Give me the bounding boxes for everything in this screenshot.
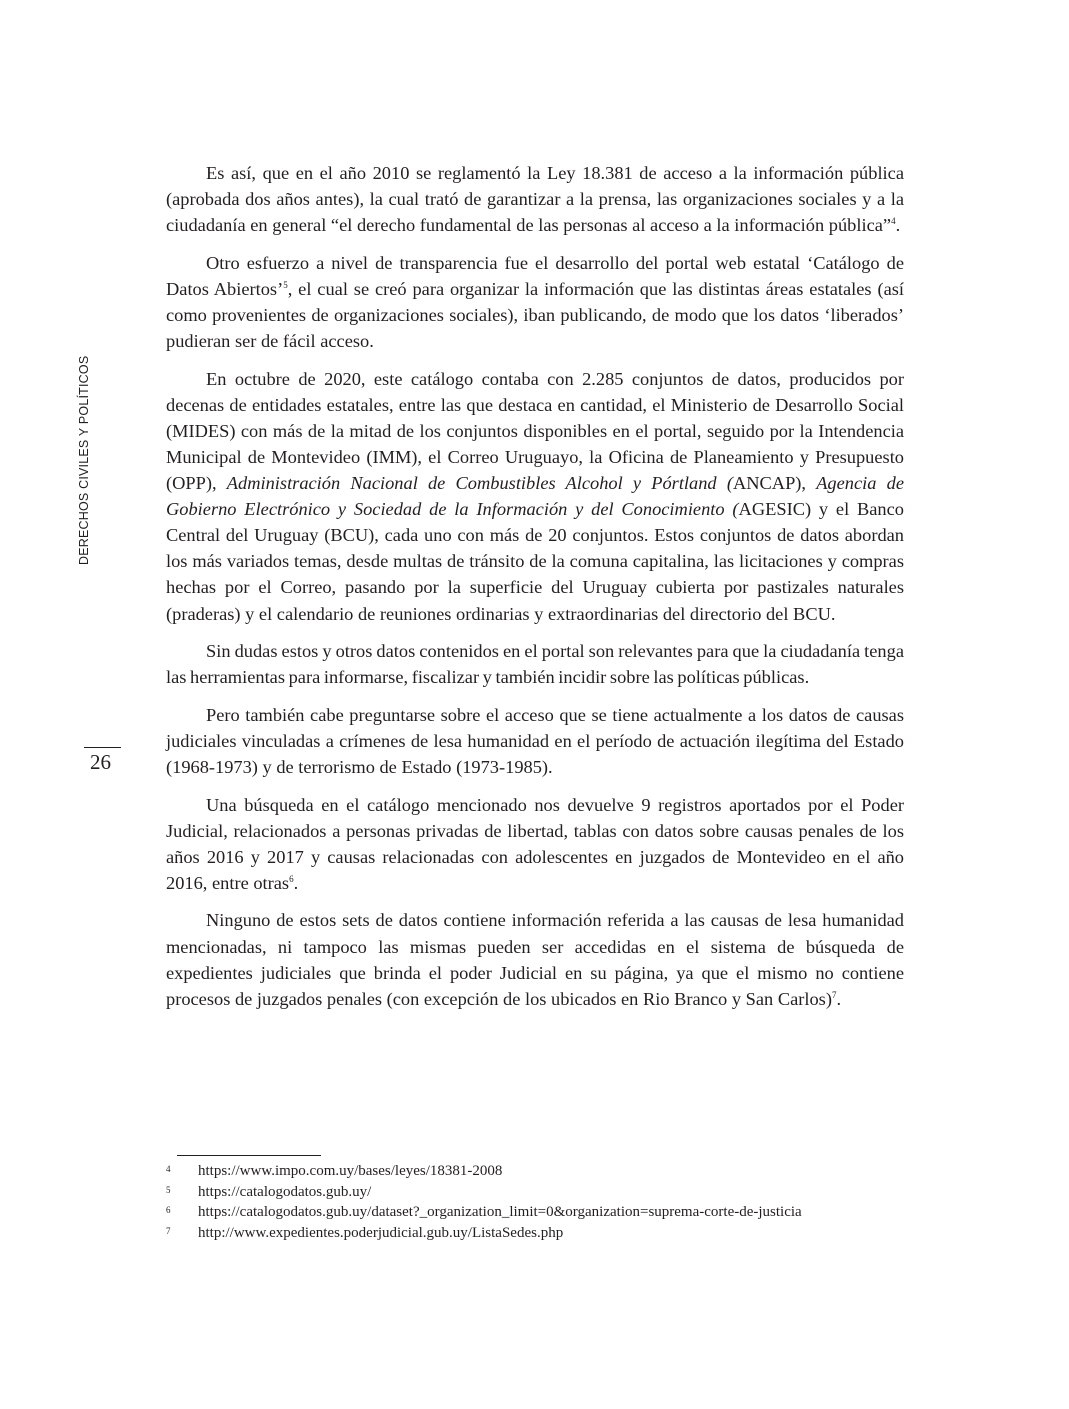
page-number: 26 [90,750,111,774]
paragraph-3-italic-agesic: Agencia de Gobierno Electrónico y Sociedad de la Información y del Conocimiento ( [166,473,904,520]
paragraph-3-text-b: ANCAP), [732,473,817,494]
paragraph-7-tail: . [836,988,842,1009]
paragraph-5: Pero también cabe preguntarse sobre el acceso que se tiene actualmente a los datos de causas judiciales vinculadas a crímenes de lesa humanidad en el período de actuación ilegítima del Estado (1968-1973) y de terrorismo de Estado (1973-1985). [166,704,904,777]
body-text [166,160,904,1012]
paragraph-7-text: Ninguno de estos sets de datos contiene información referida a las causas de lesa humanidad mencionadas, ni tampoco las mismas pueden ser accedidas en el sistema de búsqueda de expedientes judiciales que brinda el poder Judicial en su página, ya que el mismo no contiene procesos de juzgados penales (con excepción de los ubicados en Rio Branco y San Carlos) [166,910,904,1009]
paragraph-6-text: Una búsqueda en el catálogo mencionado nos devuelve 9 registros aportados por el Poder Judicial, relacionados a personas privadas de libertad, tablas con datos sobre causas penales de los años 2016 y 2017 y causas relacionadas con adolescentes en juzgados de Montevideo en el año 2016, entre otras [166,794,904,893]
footnote-number: 5 [166,1184,171,1195]
footnote-number: 6 [166,1205,171,1215]
footnote-6 [166,1202,926,1223]
footnote-link[interactable]: https://catalogodatos.gub.uy/ [198,1183,372,1200]
footnote-link[interactable]: https://www.impo.com.uy/bases/leyes/18381-2008 [198,1163,503,1179]
paragraph-6 [166,792,904,896]
paragraph-1-tail: . [895,215,901,236]
footnote-ref-7[interactable]: 7 [831,989,837,1000]
footnote-separator [177,1155,321,1156]
paragraph-6-tail: . [293,872,299,893]
footnote-ref-6[interactable]: 6 [289,873,294,884]
footnote-7 [166,1223,926,1244]
footnote-link[interactable]: https://catalogodatos.gub.uy/dataset?_organization_limit=0&organization=suprema-corte-de-justicia [198,1204,802,1220]
footnote-ref-5[interactable]: 5 [283,279,288,290]
paragraph-3-italic-ancap: Administración Nacional de Combustibles Alcohol y Pórtland ( [226,473,733,494]
paragraph-1 [166,160,904,238]
running-section-title: DERECHOS CIVILES Y POLÍTICOS [77,355,91,565]
paragraph-2 [166,250,904,354]
paragraph-7 [166,907,904,1011]
paragraph-3-text-c: AGESIC) y el Banco Central del Uruguay (BCU), cada uno con más de 20 conjuntos. Estos conjuntos de datos abordan los más variados temas, desde multas de tránsito de la comuna capitalina, las licitaciones y compras hechas por el Correo, pasando por la superficie del Uruguay cubierta por pastizales naturales (praderas) y el calendario de reuniones ordinarias y extraordinarias del directorio del BCU. [166,499,904,624]
paragraph-2-text-a: Otro esfuerzo a nivel de transparencia fue el desarrollo del portal web estatal ‘Catálogo de Datos Abiertos’ [166,252,904,299]
footnote-5 [166,1182,926,1203]
footnote-4 [166,1161,926,1182]
footnote-link[interactable]: http://www.expedientes.poderjudicial.gub.uy/ListaSedes.php [198,1224,564,1241]
footnote-number: 7 [166,1225,171,1236]
paragraph-2-text-b: , el cual se creó para organizar la información que las distintas áreas estatales (así como provenientes de organizaciones sociales), iban publicando, de modo que los datos ‘liberados’ pudieran ser de fácil acceso. [166,278,904,352]
paragraph-4: Sin dudas estos y otros datos contenidos en el portal son relevantes para que la ciudadanía tenga las herramientas para informarse, fiscalizar y también incidir sobre las políticas públicas. [166,641,904,688]
page-number-rule [84,747,121,748]
paragraph-3-text-a: En octubre de 2020, este catálogo contaba con 2.285 conjuntos de datos, producidos por decenas de entidades estatales, entre las que destaca en cantidad, el Ministerio de Desarrollo Social (MIDES) con más de la mitad de los conjuntos disponibles en el portal, seguido por la Intendencia Municipal de Montevideo (IMM), el Correo Uruguayo, la Oficina de Planeamiento y Presupuesto (OPP), [166,368,904,494]
paragraph-3 [166,366,904,627]
paragraph-1-text: Es así, que en el año 2010 se reglamentó la Ley 18.381 de acceso a la información pública (aprobada dos años antes), la cual trató de garantizar a la prensa, las organizaciones sociales y a la ciudadanía en general “el derecho fundamental de las personas al acceso a la información pública” [166,163,904,236]
footnotes [166,1161,926,1243]
footnote-number: 4 [166,1164,171,1174]
footnote-ref-4[interactable]: 4 [891,216,896,227]
